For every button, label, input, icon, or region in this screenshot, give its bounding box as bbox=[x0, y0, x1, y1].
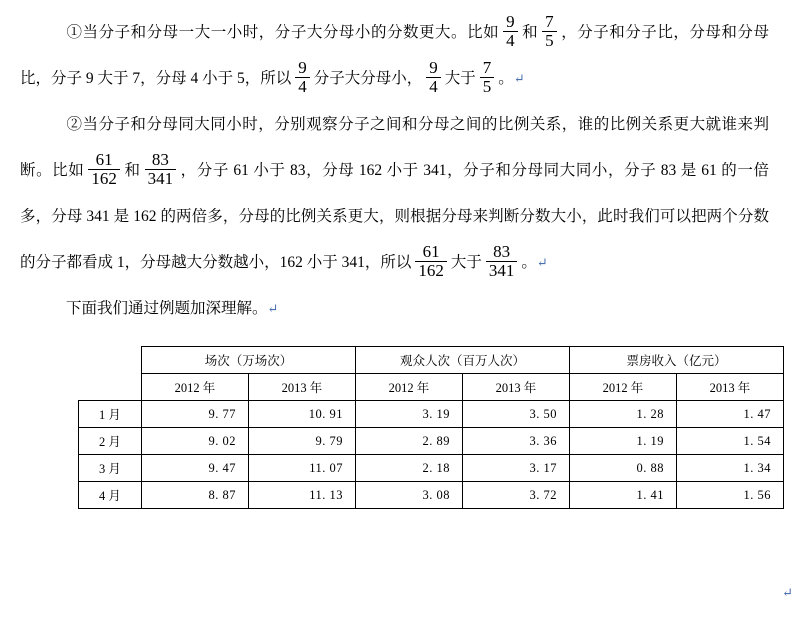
cell-jan-0: 9. 77 bbox=[142, 401, 249, 428]
fraction-83-341-b bbox=[486, 243, 518, 280]
fraction-61-162-a bbox=[88, 151, 120, 188]
table-body bbox=[79, 401, 784, 509]
cell-mar-1: 11. 07 bbox=[249, 455, 356, 482]
fraction-numerator: 83 bbox=[145, 151, 177, 170]
table-subheader-3: 2013 年 bbox=[463, 374, 570, 401]
cell-feb-2: 2. 89 bbox=[356, 428, 463, 455]
table-row bbox=[79, 482, 784, 509]
cell-feb-0: 9. 02 bbox=[142, 428, 249, 455]
cell-jan-3: 3. 50 bbox=[463, 401, 570, 428]
paragraph-3 bbox=[0, 286, 807, 332]
trailing-paragraph-mark: ↵ bbox=[782, 585, 793, 600]
paragraph-2-text-3: ，分子 61 小于 83，分母 162 小于 341，分子和分母同大同小，分子 83 是 61 的一倍多，分母 341 是 162 的两倍多，分母的比例关系更大，则根据分母来判断分数大小，此时我们可以把两个分数的分子都看成 1，分母越大分数越小，162 小于 341，所以 bbox=[20, 162, 769, 271]
table-subheader-5: 2013 年 bbox=[677, 374, 784, 401]
paragraph-1-text-3: ，分子和分子比，分母和分母比，分子 9 大于 7，分母 4 小于 5，所以 bbox=[20, 24, 769, 87]
fraction-denominator: 4 bbox=[298, 76, 307, 96]
row-label-jan: 1 月 bbox=[79, 401, 142, 428]
fraction-numerator: 61 bbox=[415, 243, 447, 262]
table-corner-cell bbox=[79, 347, 142, 401]
paragraph-2-text-2: 和 bbox=[123, 162, 141, 179]
cell-jan-1: 10. 91 bbox=[249, 401, 356, 428]
paragraph-1-text-1: 当分子和分母一大一小时，分子大分母小的分数更大。比如 bbox=[82, 24, 500, 41]
cell-apr-4: 1. 41 bbox=[570, 482, 677, 509]
paragraph-2-text-4: 大于 bbox=[450, 254, 482, 271]
paragraph-1 bbox=[0, 0, 807, 102]
fraction-61-162-b bbox=[415, 243, 447, 280]
cell-jan-5: 1. 47 bbox=[677, 401, 784, 428]
fraction-numerator: 61 bbox=[88, 151, 120, 170]
fraction-denominator: 4 bbox=[506, 30, 515, 50]
fraction-7-5-b bbox=[480, 59, 495, 96]
list-marker-1: ① bbox=[66, 24, 83, 41]
table-group-header-screenings: 场次（万场次） bbox=[142, 347, 356, 374]
paragraph-1-text-4: 分子大分母小， bbox=[313, 70, 423, 87]
fraction-9-4-a bbox=[503, 13, 518, 50]
fraction-denominator: 162 bbox=[418, 260, 444, 280]
fraction-9-4-c bbox=[426, 59, 441, 96]
cell-feb-4: 1. 19 bbox=[570, 428, 677, 455]
cell-mar-5: 1. 34 bbox=[677, 455, 784, 482]
cell-feb-5: 1. 54 bbox=[677, 428, 784, 455]
cell-jan-4: 1. 28 bbox=[570, 401, 677, 428]
fraction-denominator: 5 bbox=[482, 76, 492, 96]
fraction-numerator: 9 bbox=[295, 59, 310, 78]
paragraph-mark-2: ↵ bbox=[536, 255, 548, 270]
table-subheader-0: 2012 年 bbox=[142, 374, 249, 401]
cell-apr-1: 11. 13 bbox=[249, 482, 356, 509]
fraction-9-4-b bbox=[295, 59, 310, 96]
cell-apr-2: 3. 08 bbox=[356, 482, 463, 509]
table-row bbox=[79, 428, 784, 455]
cell-mar-0: 9. 47 bbox=[142, 455, 249, 482]
fraction-numerator: 7 bbox=[542, 13, 557, 32]
table-header-row-years bbox=[79, 374, 784, 401]
fraction-numerator: 7 bbox=[480, 59, 495, 78]
cell-apr-3: 3. 72 bbox=[463, 482, 570, 509]
paragraph-mark-1: ↵ bbox=[513, 71, 525, 86]
table-subheader-4: 2012 年 bbox=[570, 374, 677, 401]
fraction-denominator: 5 bbox=[545, 30, 554, 50]
fraction-numerator: 9 bbox=[426, 59, 441, 78]
fraction-83-341-a bbox=[145, 151, 177, 188]
paragraph-mark-3: ↵ bbox=[267, 301, 279, 316]
cell-mar-2: 2. 18 bbox=[356, 455, 463, 482]
row-label-feb: 2 月 bbox=[79, 428, 142, 455]
fraction-numerator: 83 bbox=[486, 243, 518, 262]
paragraph-2-text-1: 当分子和分母同大同小时，分别观察分子之间和分母之间的比例关系，谁的比例关系更大就谁来判断。比如 bbox=[20, 116, 769, 179]
paragraph-1-text-2: 和 bbox=[521, 24, 539, 41]
cell-apr-5: 1. 56 bbox=[677, 482, 784, 509]
table-subheader-2: 2012 年 bbox=[356, 374, 463, 401]
list-marker-2: ② bbox=[66, 116, 83, 133]
cinema-statistics-table bbox=[78, 346, 784, 509]
fraction-denominator: 4 bbox=[429, 76, 438, 96]
table-header bbox=[79, 347, 784, 401]
paragraph-2 bbox=[0, 102, 807, 286]
fraction-denominator: 341 bbox=[147, 168, 174, 188]
cell-feb-3: 3. 36 bbox=[463, 428, 570, 455]
table-container bbox=[0, 332, 807, 509]
cell-apr-0: 8. 87 bbox=[142, 482, 249, 509]
row-label-mar: 3 月 bbox=[79, 455, 142, 482]
cell-mar-4: 0. 88 bbox=[570, 455, 677, 482]
table-group-header-audience: 观众人次（百万人次） bbox=[356, 347, 570, 374]
cell-feb-1: 9. 79 bbox=[249, 428, 356, 455]
fraction-numerator: 9 bbox=[503, 13, 518, 32]
cell-mar-3: 3. 17 bbox=[463, 455, 570, 482]
fraction-denominator: 162 bbox=[91, 168, 117, 188]
fraction-denominator: 341 bbox=[488, 260, 515, 280]
paragraph-3-text: 下面我们通过例题加深理解。 bbox=[66, 300, 268, 317]
cell-jan-2: 3. 19 bbox=[356, 401, 463, 428]
table-row bbox=[79, 401, 784, 428]
table-header-row-groups bbox=[79, 347, 784, 374]
row-label-apr: 4 月 bbox=[79, 482, 142, 509]
table-row bbox=[79, 455, 784, 482]
paragraph-2-text-5: 。 bbox=[521, 254, 537, 271]
table-subheader-1: 2013 年 bbox=[249, 374, 356, 401]
fraction-7-5-a bbox=[542, 13, 557, 50]
paragraph-1-text-6: 。 bbox=[498, 70, 514, 87]
table-group-header-boxoffice: 票房收入（亿元） bbox=[570, 347, 784, 374]
paragraph-1-text-5: 大于 bbox=[444, 70, 476, 87]
